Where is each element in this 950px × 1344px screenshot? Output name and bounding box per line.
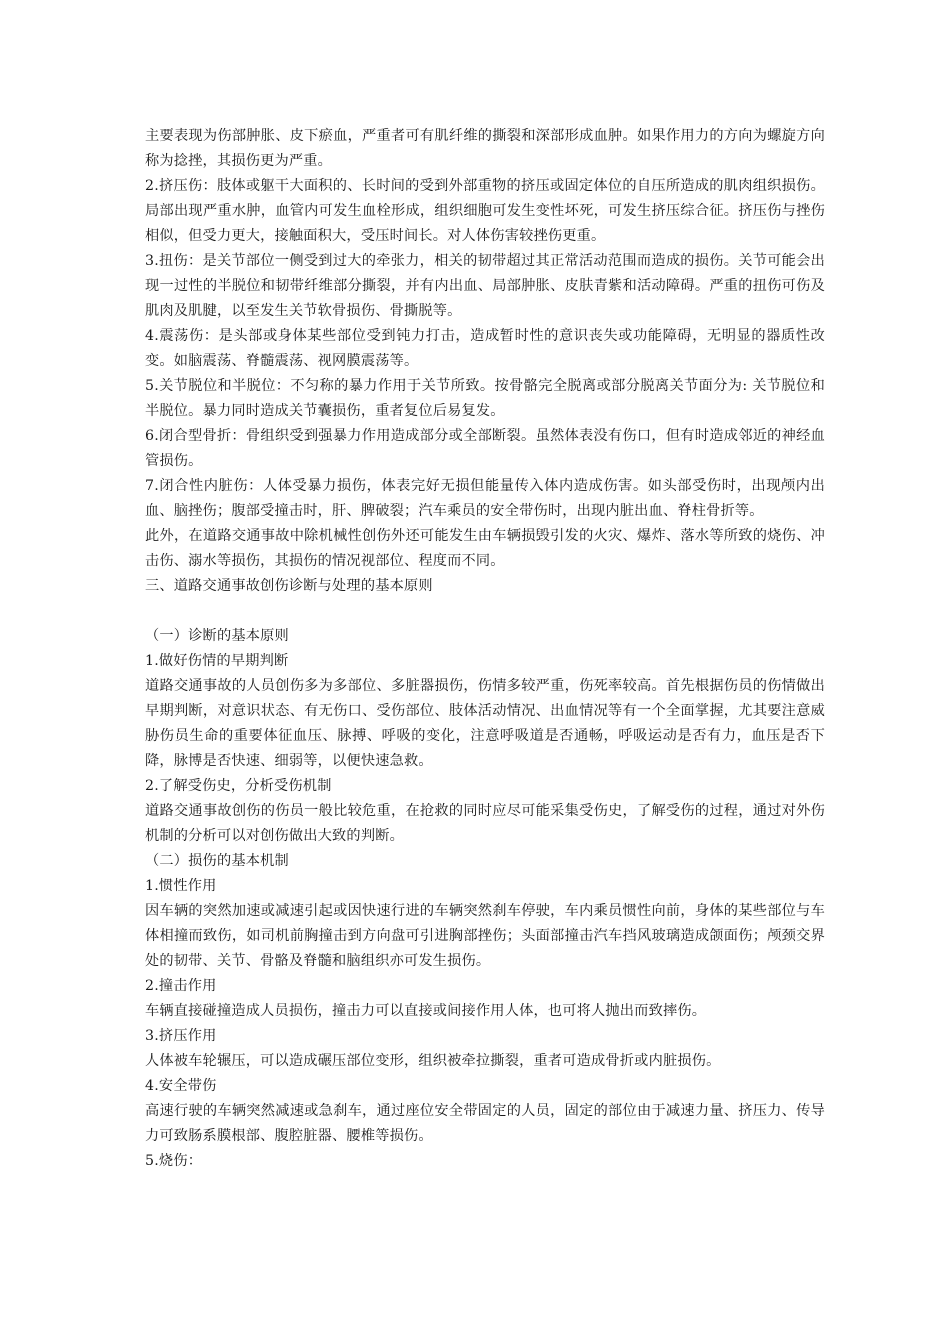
paragraph-early-assessment: 道路交通事故的人员创伤多为多部位、多脏器损伤，伤情多较严重，伤死率较高。首先根据伤员的伤情做出早期判断，对意识状态、有无伤口、受伤部位、肢体活动情况、出血情况等有一个全面掌握，尤其要注意威胁伤员生命的重要体征血压、脉搏、呼吸的变化，注意呼吸道是否通畅，呼吸运动是否有力，血压是否下降，脉博是否快速、细弱等，以便快速急救。	[145, 678, 825, 769]
subsection-heading-diagnosis: （一）诊断的基本原则	[145, 628, 289, 644]
item-heading-seatbelt: 4.安全带伤	[145, 1078, 217, 1094]
item-heading-compression: 3.挤压作用	[145, 1028, 217, 1044]
item-heading-impact: 2.撞击作用	[145, 978, 217, 994]
document-page	[145, 124, 825, 1174]
item-heading-burns: 5.烧伤：	[145, 1153, 203, 1169]
blank-line	[145, 599, 825, 624]
paragraph-seatbelt: 高速行驶的车辆突然减速或急刹车，通过座位安全带固定的人员，固定的部位由于减速力量、挤压力、传导力可致肠系膜根部、腹腔脏器、腰椎等损伤。	[145, 1103, 825, 1144]
item-heading-inertia: 1.惯性作用	[145, 878, 217, 894]
subsection-heading-mechanism: （二）损伤的基本机制	[145, 853, 289, 869]
paragraph-other-injuries: 此外，在道路交通事故中除机械性创伤外还可能发生由车辆损毁引发的火灾、爆炸、落水等所致的烧伤、冲击伤、溺水等损伤，其损伤的情况视部位、程度而不同。	[145, 528, 825, 569]
paragraph-crush-injury: 2.挤压伤：肢体或躯干大面积的、长时间的受到外部重物的挤压或固定体位的自压所造成的肌肉组织损伤。局部出现严重水肿，血管内可发生血栓形成，组织细胞可发生变性坏死，可发生挤压综合征。挤压伤与挫伤相似，但受力更大，接触面积大，受压时间长。对人体伤害较挫伤更重。	[145, 178, 825, 244]
paragraph-closed-fracture: 6.闭合型骨折：骨组织受到强暴力作用造成部分或全部断裂。虽然体表没有伤口，但有时造成邻近的神经血管损伤。	[145, 428, 825, 469]
paragraph-visceral-injury: 7.闭合性内脏伤：人体受暴力损伤，体表完好无损但能量传入体内造成伤害。如头部受伤时，出现颅内出血、脑挫伤；腹部受撞击时，肝、脾破裂；汽车乘员的安全带伤时，出现内脏出血、脊柱骨折等。	[145, 478, 825, 519]
paragraph-contusion-continued: 主要表现为伤部肿胀、皮下瘀血，严重者可有肌纤维的撕裂和深部形成血肿。如果作用力的方向为螺旋方向称为捻挫，其损伤更为严重。	[145, 128, 825, 169]
item-heading-injury-history: 2.了解受伤史，分析受伤机制	[145, 778, 332, 794]
paragraph-sprain: 3.扭伤：是关节部位一侧受到过大的牵张力，相关的韧带超过其正常活动范围而造成的损伤。关节可能会出现一过性的半脱位和韧带纤维部分撕裂，并有内出血、局部肿胀、皮肤青紫和活动障碍。严重的扭伤可伤及肌肉及肌腱，以至发生关节软骨损伤、骨撕脱等。	[145, 253, 825, 319]
paragraph-impact: 车辆直接碰撞造成人员损伤，撞击力可以直接或间接作用人体，也可将人抛出而致摔伤。	[145, 1003, 707, 1019]
paragraph-dislocation: 5.关节脱位和半脱位：不匀称的暴力作用于关节所致。按骨骼完全脱离或部分脱离关节面分为: 关节脱位和半脱位。暴力同时造成关节囊损伤，重者复位后易复发。	[145, 378, 825, 419]
section-heading-principles: 三、道路交通事故创伤诊断与处理的基本原则	[145, 578, 433, 594]
paragraph-compression: 人体被车轮辗压，可以造成碾压部位变形，组织被牵拉撕裂，重者可造成骨折或内脏损伤。	[145, 1053, 721, 1069]
item-heading-early-assessment: 1.做好伤情的早期判断	[145, 653, 289, 669]
paragraph-inertia: 因车辆的突然加速或减速引起或因快速行进的车辆突然刹车停驶，车内乘员惯性向前，身体的某些部位与车体相撞而致伤，如司机前胸撞击到方向盘可引进胸部挫伤；头面部撞击汽车挡风玻璃造成颌面伤；颅颈交界处的韧带、关节、骨骼及脊髓和脑组织亦可发生损伤。	[145, 903, 825, 969]
paragraph-concussion: 4.震荡伤：是头部或身体某些部位受到钝力打击，造成暂时性的意识丧失或功能障碍，无明显的器质性改变。如脑震荡、脊髓震荡、视网膜震荡等。	[145, 328, 825, 369]
paragraph-injury-history: 道路交通事故创伤的伤员一般比较危重，在抢救的同时应尽可能采集受伤史，了解受伤的过程，通过对外伤机制的分析可以对创伤做出大致的判断。	[145, 803, 825, 844]
